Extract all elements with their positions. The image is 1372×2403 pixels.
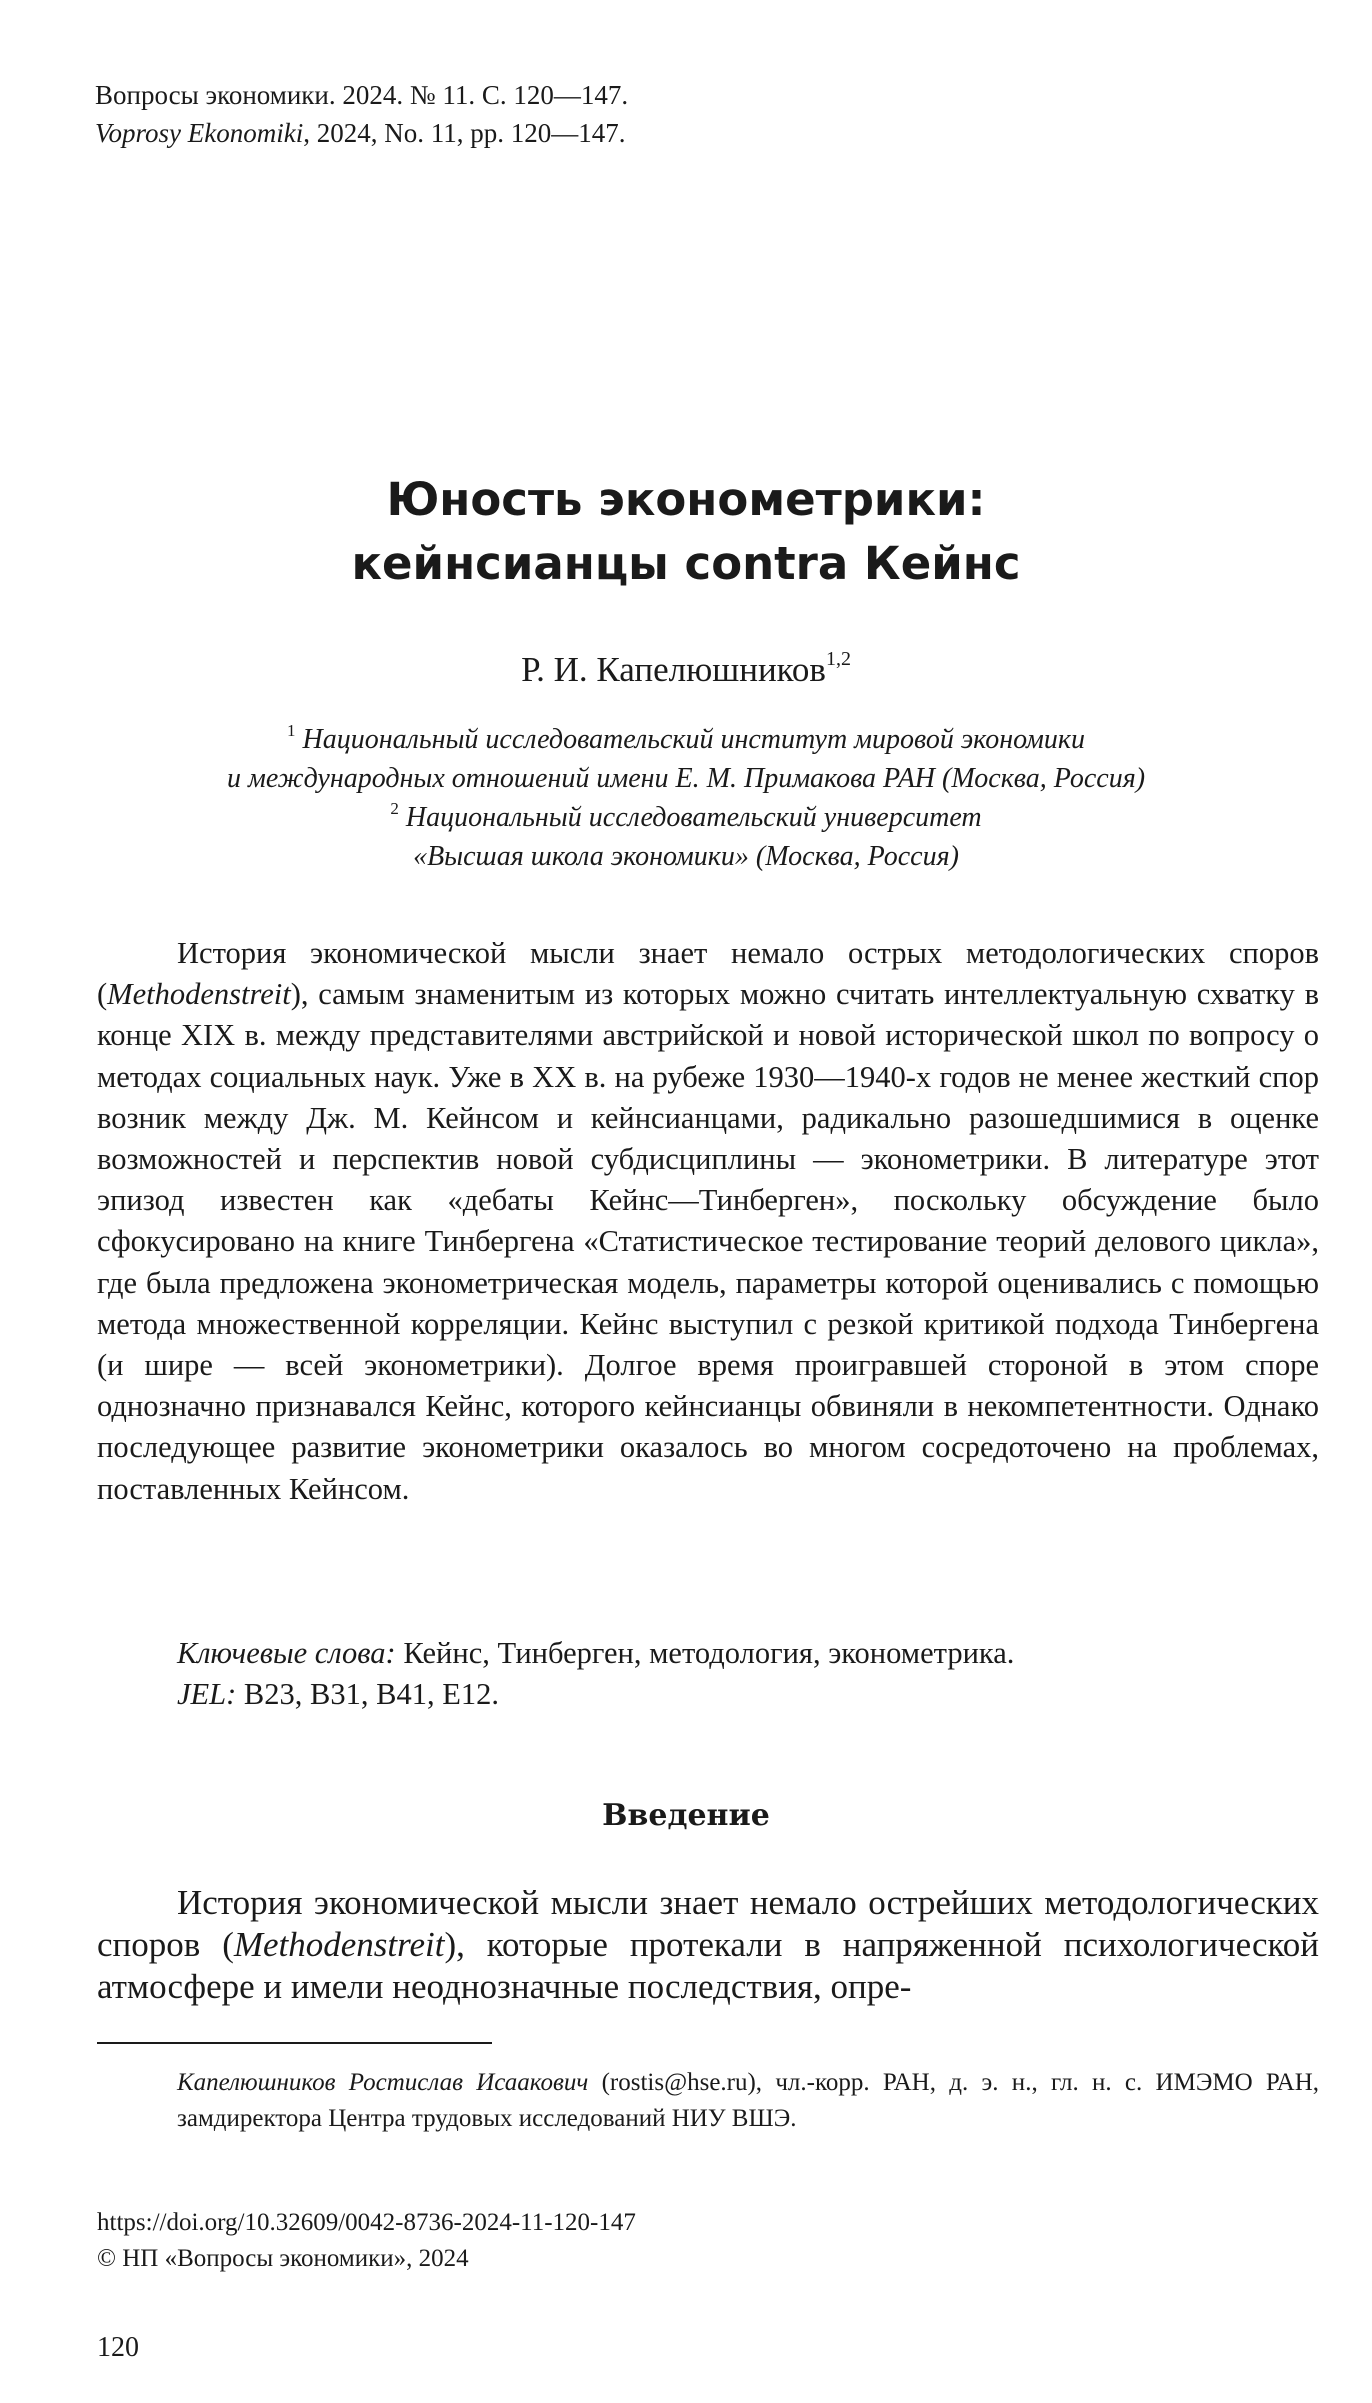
section-heading-introduction: Введение xyxy=(602,1798,770,1833)
copyright: © НП «Вопросы экономики», 2024 xyxy=(97,2245,469,2272)
article-title-line-2: кейнсианцы contra Кейнс xyxy=(351,537,1021,590)
author xyxy=(0,647,1372,693)
keywords xyxy=(177,1633,1317,1674)
footnote-author-details: (rostis@hse.ru), чл.-корр. РАН, д. э. н., гл. н. с. ИМЭМО РАН, замдиректора Центра трудовых исследований НИУ ВШЭ. xyxy=(177,2069,1319,2132)
affiliation-2-line-1: $^2$ Национальный исследовательский университет xyxy=(390,799,982,833)
footnote-divider xyxy=(97,2042,492,2044)
affiliation-2-line-2: «Высшая школа экономики» (Москва, Россия) xyxy=(413,841,959,872)
jel-codes xyxy=(177,1674,1317,1715)
affiliation-1-mark: 1 xyxy=(287,721,296,740)
affiliation-1-line-1: $^1$ Национальный исследовательский институт мировой экономики xyxy=(287,721,1085,755)
journal-reference xyxy=(95,76,628,152)
affiliation-1-line-2: и международных отношений имени Е. М. Примакова РАН (Москва, Россия) xyxy=(226,763,1146,794)
journal-ref-english-rest: , 2024, No. 11, pp. 120—147. xyxy=(303,118,626,148)
affiliations xyxy=(0,720,1372,876)
journal-ref-english xyxy=(95,114,628,152)
journal-ref-russian: Вопросы экономики. 2024. № 11. С. 120—147. xyxy=(95,80,629,110)
article-title-line-1: Юность эконометрики: xyxy=(386,473,986,526)
author-name: Р. И. Капелюшников xyxy=(521,650,826,689)
abstract: История экономической мысли знает немало острых методологических споров (Methodenstreit), самым знаменитым из которых можно считать интеллектуальную схватку в конце XIX в. между представителями австрийской и новой исторической школ по вопросу о методах социальных наук. Уже в XX в. на рубеже 1930—1940-х годов не менее жесткий спор возник между Дж. М. Кейнсом и кейнсианцами, радикально разошедшимися в оценке возможностей и перспектив новой субдисциплины — эконометрики. В литературе этот эпизод известен как «дебаты Кейнс—Тинберген», поскольку обсуждение было сфокусировано на книге Тинбергена «Статистическое тестирование теорий делового цикла», где была предложена эконометрическая модель, параметры которой оценивались с помощью метода множественной корреляции. Кейнс выступил с резкой критикой подхода Тинбергена (и шире — всей эконометрики). Долгое время проигравшей стороной в этом споре однозначно признавался Кейнс, которого кейнсианцы обвиняли в некомпетентности. Однако последующее развитие эконометрики оказалось во многом сосредоточено на проблемах, поставленных Кейнсом. xyxy=(97,936,1319,1506)
page-number: 120 xyxy=(97,2332,139,2363)
keywords-label: Ключевые слова: xyxy=(177,1636,396,1670)
jel-value: B23, B31, B41, E12. xyxy=(236,1677,499,1711)
article-title xyxy=(0,468,1372,596)
footnote-author-name: Капелюшников Ростислав Исаакович xyxy=(177,2069,589,2096)
doi-link[interactable]: https://doi.org/10.32609/0042-8736-2024-11-120-147 xyxy=(97,2209,636,2236)
intro-term: Methodenstreit xyxy=(233,1925,445,1964)
keywords-value: Кейнс, Тинберген, методология, эконометрика. xyxy=(395,1636,1015,1670)
author-affiliation-marks: 1,2 xyxy=(825,648,851,670)
journal-ref-english-title: Voprosy Ekonomiki xyxy=(95,118,304,148)
affiliation-2-mark: 2 xyxy=(390,799,399,818)
jel-label: JEL: xyxy=(177,1677,237,1711)
author-footnote xyxy=(177,2065,1319,2137)
abstract-term: Methodenstreit xyxy=(107,977,291,1012)
intro-paragraph: История экономической мысли знает немало острейших методологических споров (Methodenstreit), которые протекали в напряженной психологической атмосфере и имели неоднозначные последствия, опре- xyxy=(97,1883,1320,2006)
